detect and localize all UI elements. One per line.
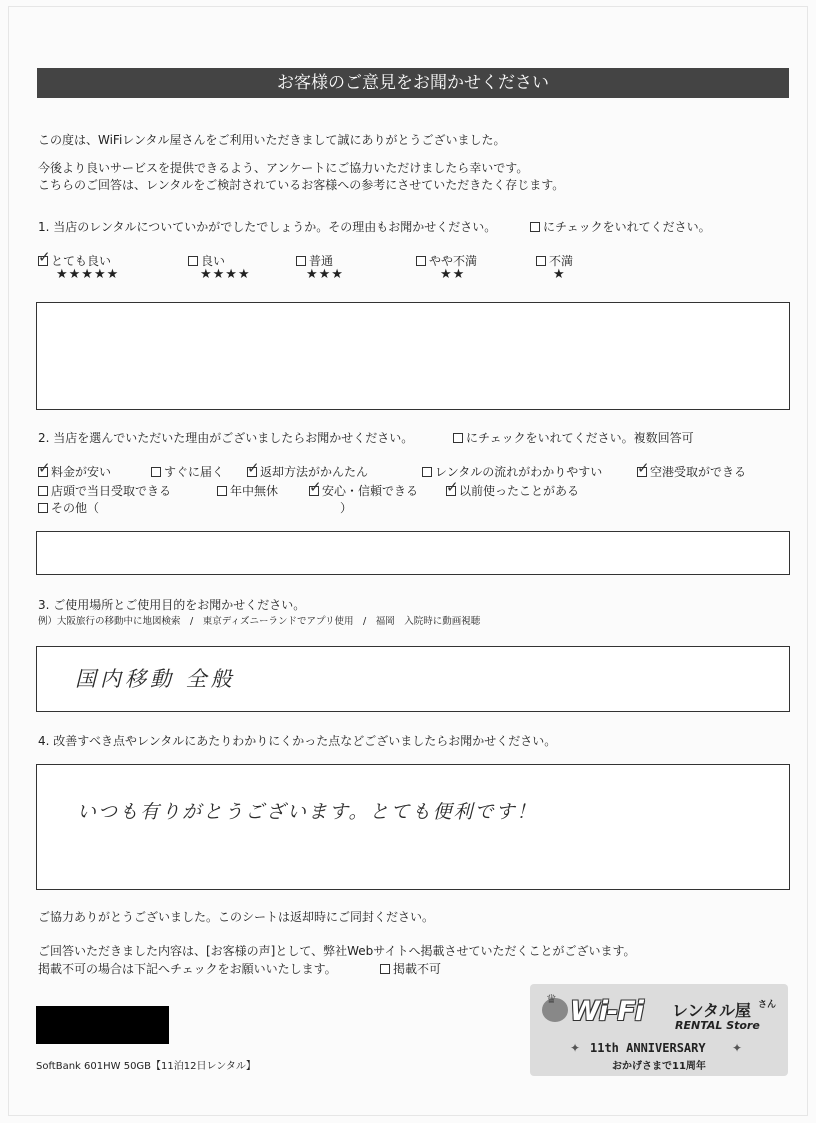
q2-option-9[interactable]: ✓ 以前使ったことがある bbox=[446, 478, 580, 498]
stars-5: ★★★★★ bbox=[56, 267, 120, 282]
checkbox[interactable] bbox=[38, 486, 48, 496]
q2-option-8[interactable]: ✓ 安心・信頼できる bbox=[309, 478, 419, 498]
q3-handwritten-answer: 国内移動 全般 bbox=[75, 667, 236, 691]
logo-english: RENTAL Store bbox=[675, 1019, 760, 1032]
checkbox[interactable] bbox=[296, 256, 306, 266]
intro-line-3: こちらのご回答は、レンタルをご検討されているお客様への参考にさせていただきたく存じます。 bbox=[38, 178, 565, 192]
crown-icon: ♛ bbox=[546, 992, 557, 1006]
checkbox-sample-icon bbox=[453, 433, 463, 443]
q2-option-7[interactable]: 年中無休 bbox=[217, 482, 278, 499]
checkbox[interactable] bbox=[416, 256, 426, 266]
q1-option-5[interactable]: 不満 bbox=[536, 252, 573, 269]
checkbox-sample-icon bbox=[530, 222, 540, 232]
checkbox[interactable] bbox=[38, 459, 51, 477]
intro-line-1: この度は、WiFiレンタル屋さんをご利用いただきまして誠にありがとうございました。 bbox=[38, 133, 506, 147]
q2-answer-box[interactable] bbox=[36, 531, 790, 575]
q2-option-1[interactable]: ✓ 料金が安い bbox=[38, 459, 112, 479]
q1-option-1[interactable]: ✓ とても良い bbox=[38, 248, 112, 268]
checkbox[interactable] bbox=[217, 486, 227, 496]
checkbox[interactable] bbox=[637, 459, 650, 477]
no-publish-option[interactable]: 掲載不可 bbox=[380, 960, 441, 977]
stars-4: ★★★★ bbox=[200, 267, 251, 282]
checkbox[interactable] bbox=[247, 459, 260, 477]
logo-brand: Wi-Fi bbox=[570, 996, 643, 1027]
logo-anniversary: 11th ANNIVERSARY bbox=[590, 1041, 706, 1055]
q1-option-2[interactable]: 良い bbox=[188, 252, 225, 269]
checkmark-icon: ✓ bbox=[637, 459, 650, 477]
checkmark-icon: ✓ bbox=[446, 478, 459, 496]
logo-suffix: さん bbox=[758, 1000, 777, 1010]
q4-question: 4. 改善すべき点やレンタルにあたりわかりにくかった点などございましたらお聞かせください。 bbox=[38, 734, 557, 748]
q2-option-6[interactable]: 店頭で当日受取できる bbox=[38, 482, 171, 499]
checkbox[interactable] bbox=[38, 503, 48, 513]
sparkle-icon: ✦ bbox=[732, 1041, 743, 1055]
intro-line-2: 今後より良いサービスを提供できるよう、アンケートにご協力いただけましたら幸いです。 bbox=[38, 161, 529, 175]
q1-question: 1. 当店のレンタルについていかがでしたでしょうか。その理由もお聞かせください。 bbox=[38, 220, 497, 234]
q1-instruction: にチェックをいれてください。 bbox=[530, 218, 711, 235]
q1-answer-box[interactable] bbox=[36, 302, 790, 410]
logo-anniversary-thanks: おかげさまで11周年 bbox=[612, 1061, 706, 1072]
q3-question: 3. ご使用場所とご使用目的をお聞かせください。 bbox=[38, 598, 306, 612]
sparkle-icon: ✦ bbox=[570, 1041, 581, 1055]
q4-answer-box[interactable] bbox=[36, 764, 790, 890]
q2-question: 2. 当店を選んでいただいた理由がございましたらお聞かせください。 bbox=[38, 431, 414, 445]
publish-opt-out-note: 掲載不可の場合は下記へチェックをお願いいたします。 bbox=[38, 962, 337, 976]
checkbox[interactable] bbox=[188, 256, 198, 266]
page-title: お客様のご意見をお聞かせください bbox=[37, 68, 789, 98]
logo-name: レンタル屋 bbox=[672, 1001, 751, 1020]
company-logo bbox=[530, 984, 788, 1076]
closing-thanks: ご協力ありがとうございました。このシートは返却時にご同封ください。 bbox=[38, 910, 435, 924]
stars-2: ★★ bbox=[440, 267, 466, 282]
q2-option-4[interactable]: レンタルの流れがわかりやすい bbox=[422, 463, 602, 480]
stars-3: ★★★ bbox=[306, 267, 344, 282]
checkbox[interactable] bbox=[38, 248, 51, 266]
q4-handwritten-answer: いつも有りがとうございます。とても便利です！ bbox=[77, 801, 538, 823]
q2-instruction: にチェックをいれてください。複数回答可 bbox=[453, 429, 694, 446]
q2-option-2[interactable]: すぐに届く bbox=[151, 463, 224, 480]
publish-notice: ご回答いただきました内容は、[お客様の声]として、弊社Webサイトへ掲載させていただくことがございます。 bbox=[38, 944, 636, 958]
stars-1: ★ bbox=[553, 267, 566, 282]
q2-option-3[interactable]: ✓ 返却方法がかんたん bbox=[247, 459, 369, 479]
q1-option-4[interactable]: やや不満 bbox=[416, 252, 477, 269]
rental-info: SoftBank 601HW 50GB【11泊12日レンタル】 bbox=[36, 1061, 256, 1072]
checkbox[interactable] bbox=[380, 964, 390, 974]
q2-option-5[interactable]: ✓ 空港受取ができる bbox=[637, 459, 747, 479]
q1-option-3[interactable]: 普通 bbox=[296, 252, 333, 269]
q2-option-10[interactable]: その他（ bbox=[38, 499, 99, 516]
redacted-block bbox=[36, 1006, 169, 1044]
checkbox[interactable] bbox=[309, 478, 322, 496]
checkbox[interactable] bbox=[536, 256, 546, 266]
q2-other-close: ） bbox=[340, 501, 353, 515]
checkbox[interactable] bbox=[151, 467, 161, 477]
checkmark-icon: ✓ bbox=[38, 248, 51, 266]
checkmark-icon: ✓ bbox=[247, 459, 260, 477]
checkbox[interactable] bbox=[422, 467, 432, 477]
checkmark-icon: ✓ bbox=[38, 459, 51, 477]
checkmark-icon: ✓ bbox=[309, 478, 322, 496]
q3-answer-box[interactable] bbox=[36, 646, 790, 712]
checkbox[interactable] bbox=[446, 478, 459, 496]
q3-example: 例）大阪旅行の移動中に地図検索 / 東京ディズニーランドでアプリ使用 / 福岡 入院時に動画視聴 bbox=[38, 616, 481, 627]
